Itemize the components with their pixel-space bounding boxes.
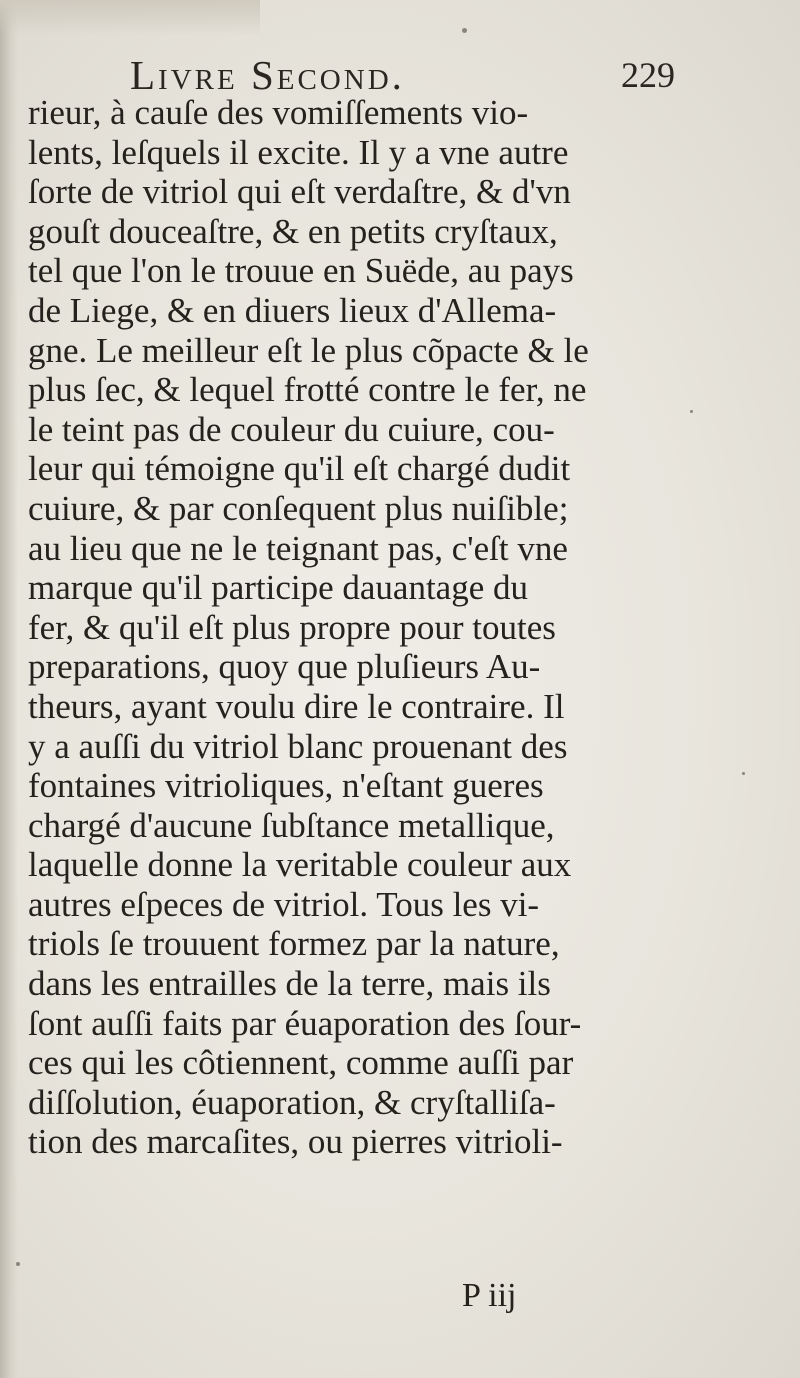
paper-speck (690, 410, 693, 413)
text-line: autres eſpeces de vitriol. Tous les vi- (28, 884, 540, 924)
text-line: gouſt douceaſtre, & en petits cryſtaux, (28, 211, 558, 251)
top-edge-shadow (0, 0, 260, 36)
text-line: le teint pas de couleur du cuiure, cou- (28, 409, 555, 449)
text-line: gne. Le meilleur eſt le plus cõpacte & le (28, 330, 589, 370)
text-line: diſſolution, éuaporation, & cryſtalliſa- (28, 1082, 556, 1122)
gutter-shadow (0, 0, 18, 1378)
body-text (28, 93, 668, 1162)
text-line: triols ſe trouuent formez par la nature, (28, 924, 560, 964)
text-line: rieur, à cauſe des vomiſſements vio- (28, 93, 529, 132)
text-line: fer, & qu'il eſt plus propre pour toutes (28, 607, 556, 647)
text-line: au lieu que ne le teignant pas, c'eſt vne (28, 528, 568, 568)
text-line: plus ſec, & lequel frotté contre le fer, ne (28, 370, 587, 410)
text-line: de Liege, & en diuers lieux d'Allema- (28, 290, 557, 330)
text-line: theurs, ayant voulu dire le contraire. Il (28, 686, 565, 726)
text-line: preparations, quoy que pluſieurs Au- (28, 647, 541, 687)
text-line: fontaines vitrioliques, n'eſtant gueres (28, 766, 544, 806)
paper-speck (742, 772, 745, 775)
signature-mark: P iij (462, 1277, 517, 1314)
paper-speck (16, 1262, 20, 1266)
text-line: leur qui témoigne qu'il eſt chargé dudit (28, 449, 571, 489)
text-line: marque qu'il participe dauantage du (28, 568, 528, 608)
text-line: ſorte de vitriol qui eſt verdaſtre, & d'vn (28, 172, 571, 212)
text-line: tel que l'on le trouue en Suëde, au pays (28, 251, 574, 291)
text-line: laquelle donne la veritable couleur aux (28, 845, 572, 885)
text-line: chargé d'aucune ſubſtance metallique, (28, 805, 555, 845)
text-line: ces qui les côtiennent, comme auſſi par (28, 1043, 574, 1083)
text-line: tion des marcaſites, ou pierres vitrioli- (28, 1122, 563, 1162)
text-line: y a auſſi du vitriol blanc prouenant des (28, 726, 568, 766)
page-number: 229 (621, 55, 675, 95)
text-line: lents, leſquels il excite. Il y a vne autre (28, 132, 569, 172)
text-line: ſont auſſi faits par éuaporation des ſour- (28, 1003, 582, 1043)
text-line: dans les entrailles de la terre, mais ils (28, 964, 551, 1004)
paper-speck (462, 28, 467, 33)
running-title: Livre Second. (130, 52, 405, 98)
text-line: cuiure, & par conſequent plus nuiſible; (28, 488, 569, 528)
